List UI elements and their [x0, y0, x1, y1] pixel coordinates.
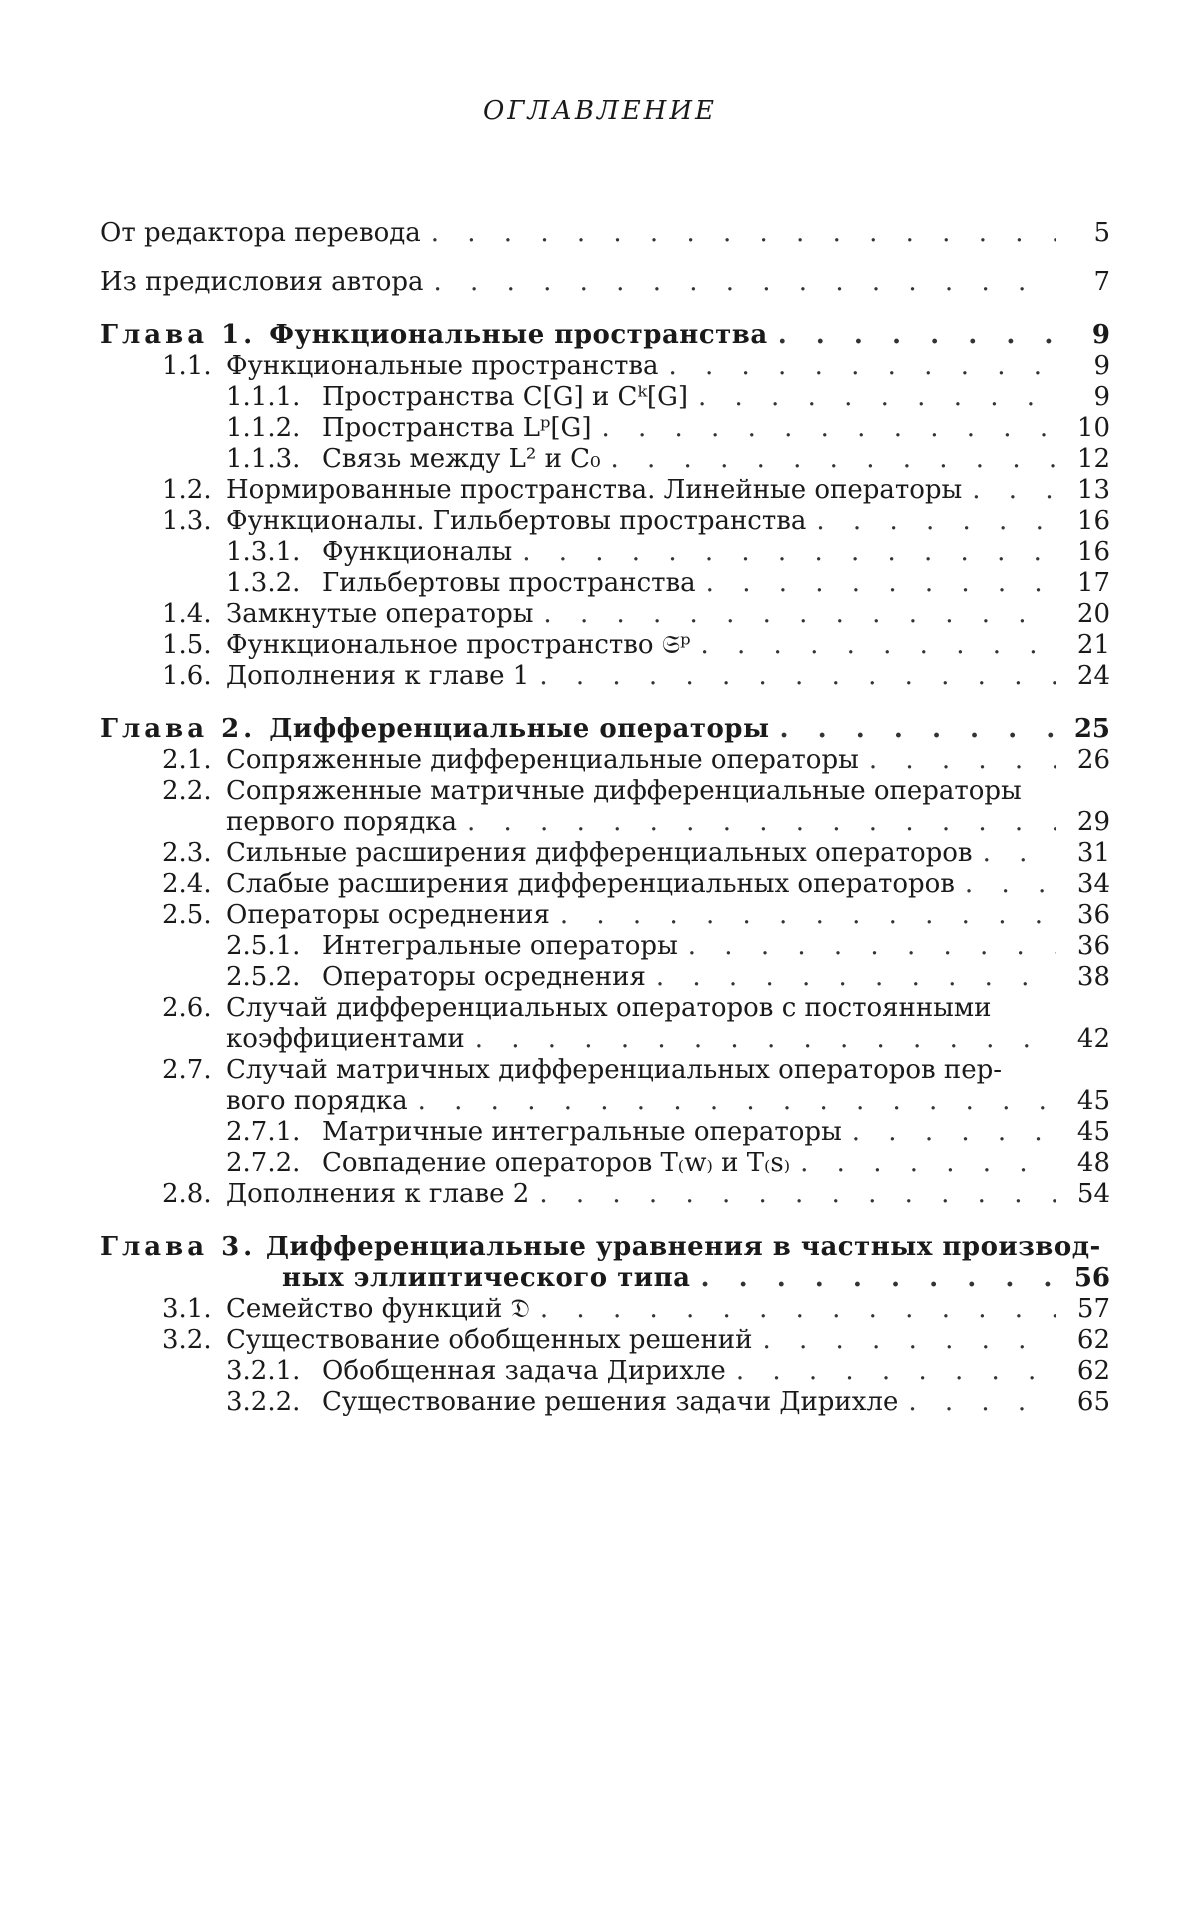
entry-number: 1.3.2. — [226, 568, 301, 598]
entry-number: 1.4. — [162, 599, 212, 629]
entry-number: 2.7. — [162, 1055, 212, 1085]
leader-dots — [736, 1356, 1056, 1387]
toc-entry[interactable] — [100, 599, 1110, 630]
entry-title: вого порядка — [226, 1086, 408, 1116]
entry-title: Существование решения задачи Дирихле — [322, 1387, 899, 1417]
toc-entry[interactable] — [100, 630, 1110, 661]
leader-dots — [965, 869, 1056, 900]
entry-title: Сильные расширения дифференциальных операторов — [226, 838, 973, 868]
toc-entry[interactable] — [100, 506, 1110, 537]
toc-entry[interactable] — [100, 537, 1110, 568]
toc-entry[interactable] — [100, 382, 1110, 413]
leader-dots — [560, 900, 1056, 931]
page-number: 17 — [1076, 568, 1110, 598]
page-number: 29 — [1076, 807, 1110, 837]
entry-number: Глава 1. — [100, 320, 270, 350]
toc-entry[interactable] — [100, 1055, 1110, 1086]
toc-entry[interactable] — [100, 413, 1110, 444]
leader-dots — [869, 745, 1056, 776]
entry-number: 1.3. — [162, 506, 212, 536]
leader-dots — [780, 714, 1056, 745]
page-number: 21 — [1076, 630, 1110, 660]
page-title: ОГЛАВЛЕНИЕ — [482, 96, 718, 126]
leader-dots — [778, 320, 1056, 351]
leader-dots — [800, 1148, 1056, 1179]
entry-number: 2.4. — [162, 869, 212, 899]
leader-dots — [762, 1325, 1056, 1356]
toc-entry[interactable] — [100, 1024, 1110, 1055]
entry-number: 1.3.1. — [226, 537, 301, 567]
page-number: 38 — [1076, 962, 1110, 992]
leader-dots — [668, 351, 1056, 382]
leader-dots — [700, 1263, 1056, 1294]
toc-entry[interactable] — [100, 714, 1110, 745]
chapter-heading[interactable] — [100, 1232, 1110, 1263]
toc-entry[interactable] — [100, 776, 1110, 807]
entry-title: Совпадение операторов T₍w₎ и T₍s₎ — [322, 1148, 791, 1178]
page-number: 16 — [1076, 537, 1110, 567]
entry-number: 1.1.3. — [226, 444, 301, 474]
toc-entry[interactable] — [100, 1356, 1110, 1387]
entry-number: 2.5. — [162, 900, 212, 930]
entry-title: Пространства Lᵖ[G] — [322, 413, 592, 443]
leader-dots — [698, 382, 1056, 413]
entry-title: Семейство функций 𝔇 — [226, 1294, 530, 1324]
page-number: 45 — [1076, 1117, 1110, 1147]
toc-entry[interactable] — [100, 475, 1110, 506]
entry-title: Случай дифференциальных операторов с постоянными — [226, 993, 992, 1023]
leader-dots — [418, 1086, 1056, 1117]
page-number: 13 — [1076, 475, 1110, 505]
entry-number: 3.2.1. — [226, 1356, 301, 1386]
toc-entry[interactable] — [100, 1148, 1110, 1179]
page-number: 20 — [1076, 599, 1110, 629]
entry-title: Интегральные операторы — [322, 931, 678, 961]
page-number: 42 — [1076, 1024, 1110, 1054]
entry-title: Дифференциальные операторы — [269, 714, 770, 744]
toc-entry[interactable] — [100, 218, 1110, 249]
toc-entry[interactable] — [100, 838, 1110, 869]
entry-title: От редактора перевода — [100, 218, 421, 248]
page-number: 9 — [1091, 320, 1110, 350]
entry-title: Существование обобщенных решений — [226, 1325, 753, 1355]
toc-entry[interactable] — [100, 900, 1110, 931]
leader-dots — [816, 506, 1056, 537]
page-number: 48 — [1076, 1148, 1110, 1178]
toc-entry[interactable] — [100, 962, 1110, 993]
entry-title: Из предисловия автора — [100, 267, 424, 297]
leader-dots — [434, 267, 1056, 298]
toc-entry[interactable] — [100, 1294, 1110, 1325]
toc-entry[interactable] — [100, 1325, 1110, 1356]
leader-dots — [852, 1117, 1056, 1148]
entry-number: 2.3. — [162, 838, 212, 868]
entry-number: 1.6. — [162, 661, 212, 691]
entry-title: Функционалы — [322, 537, 513, 567]
entry-number: 2.6. — [162, 993, 212, 1023]
leader-dots — [475, 1024, 1056, 1055]
page-number: 5 — [1093, 218, 1110, 248]
page-number: 54 — [1076, 1179, 1110, 1209]
entry-number: 1.1.1. — [226, 382, 301, 412]
entry-number: 3.2.2. — [226, 1387, 301, 1417]
entry-title: Функциональные пространства — [269, 320, 768, 350]
leader-dots — [983, 838, 1056, 869]
toc-entry[interactable] — [100, 869, 1110, 900]
leader-dots — [543, 599, 1056, 630]
leader-dots — [701, 630, 1057, 661]
page-number: 7 — [1093, 267, 1110, 297]
entry-title: Нормированные пространства. Линейные операторы — [226, 475, 963, 505]
leader-dots — [908, 1387, 1056, 1418]
entry-number: 1.1. — [162, 351, 212, 381]
entry-number: 1.2. — [162, 475, 212, 505]
page-number: 9 — [1093, 351, 1110, 381]
entry-number: 3.1. — [162, 1294, 212, 1324]
entry-title: Матричные интегральные операторы — [322, 1117, 842, 1147]
entry-number: 2.8. — [162, 1179, 212, 1209]
page-number: 36 — [1076, 900, 1110, 930]
page-number: 9 — [1093, 382, 1110, 412]
entry-title: Сопряженные матричные дифференциальные операторы — [226, 776, 1022, 806]
leader-dots — [611, 444, 1057, 475]
toc-entry[interactable] — [100, 568, 1110, 599]
toc-entry[interactable] — [100, 267, 1110, 298]
toc-entry[interactable] — [100, 1387, 1110, 1418]
entry-title: Гильбертовы пространства — [322, 568, 696, 598]
page-number: 56 — [1073, 1263, 1110, 1293]
page-number: 34 — [1076, 869, 1110, 899]
leader-dots — [706, 568, 1056, 599]
leader-dots — [539, 661, 1056, 692]
page-number: 24 — [1076, 661, 1110, 691]
chapter-title: Дифференциальные уравнения в частных производ- — [265, 1232, 1101, 1262]
entry-title: ных эллиптического типа — [282, 1263, 691, 1293]
leader-dots — [431, 218, 1056, 249]
entry-title: Дополнения к главе 2 — [226, 1179, 530, 1209]
entry-title: Обобщенная задача Дирихле — [322, 1356, 726, 1386]
toc-entry[interactable] — [100, 661, 1110, 692]
page-number: 65 — [1076, 1387, 1110, 1417]
entry-number: 1.1.2. — [226, 413, 301, 443]
toc-entry[interactable] — [100, 931, 1110, 962]
chapter-label: Глава 3. — [100, 1232, 257, 1262]
entry-number: 2.7.1. — [226, 1117, 301, 1147]
entry-number: 2.5.2. — [226, 962, 301, 992]
toc-entry[interactable] — [100, 444, 1110, 475]
entry-title: Операторы осреднения — [322, 962, 646, 992]
entry-title: Сопряженные дифференциальные операторы — [226, 745, 859, 775]
leader-dots — [601, 413, 1056, 444]
entry-title: Случай матричных дифференциальных операторов пер- — [226, 1055, 1003, 1085]
page-number: 25 — [1073, 714, 1110, 744]
entry-number: 2.5.1. — [226, 931, 301, 961]
page-number: 26 — [1076, 745, 1110, 775]
entry-title: Связь между L² и C₀ — [322, 444, 601, 474]
leader-dots — [972, 475, 1056, 506]
entry-title: Замкнутые операторы — [226, 599, 534, 629]
leader-dots — [539, 1179, 1056, 1210]
entry-title: Пространства C[G] и Cᵏ[G] — [322, 382, 688, 412]
toc-entry[interactable] — [100, 745, 1110, 776]
page-number: 57 — [1076, 1294, 1110, 1324]
page-number: 62 — [1076, 1325, 1110, 1355]
toc-entry[interactable] — [100, 1263, 1110, 1294]
leader-dots — [467, 807, 1056, 838]
page-number: 36 — [1076, 931, 1110, 961]
entry-number: 3.2. — [162, 1325, 212, 1355]
toc-entry[interactable] — [100, 351, 1110, 382]
toc-entry[interactable] — [100, 993, 1110, 1024]
entry-title: Дополнения к главе 1 — [226, 661, 530, 691]
page-number: 10 — [1076, 413, 1110, 443]
entry-title: Функциональное пространство 𝔖ᵖ — [226, 630, 691, 660]
toc-entry[interactable] — [100, 1086, 1110, 1117]
page-number: 31 — [1076, 838, 1110, 868]
table-of-contents — [100, 218, 1110, 1418]
page-number: 12 — [1076, 444, 1110, 474]
page-number: 16 — [1076, 506, 1110, 536]
entry-title: Функциональные пространства — [226, 351, 659, 381]
entry-number: 2.7.2. — [226, 1148, 301, 1178]
toc-entry[interactable] — [100, 1179, 1110, 1210]
page-number: 62 — [1076, 1356, 1110, 1386]
entry-title: первого порядка — [226, 807, 457, 837]
toc-entry[interactable] — [100, 320, 1110, 351]
page-number: 45 — [1076, 1086, 1110, 1116]
leader-dots — [522, 537, 1056, 568]
entry-title: Слабые расширения дифференциальных операторов — [226, 869, 955, 899]
leader-dots — [688, 931, 1056, 962]
entry-title: Функционалы. Гильбертовы пространства — [226, 506, 807, 536]
entry-number: Глава 2. — [100, 714, 270, 744]
entry-number: 1.5. — [162, 630, 212, 660]
toc-entry[interactable] — [100, 1117, 1110, 1148]
leader-dots — [656, 962, 1056, 993]
leader-dots — [540, 1294, 1056, 1325]
toc-entry[interactable] — [100, 807, 1110, 838]
entry-title: Операторы осреднения — [226, 900, 550, 930]
entry-number: 2.1. — [162, 745, 212, 775]
entry-title: коэффициентами — [226, 1024, 465, 1054]
entry-number: 2.2. — [162, 776, 212, 806]
